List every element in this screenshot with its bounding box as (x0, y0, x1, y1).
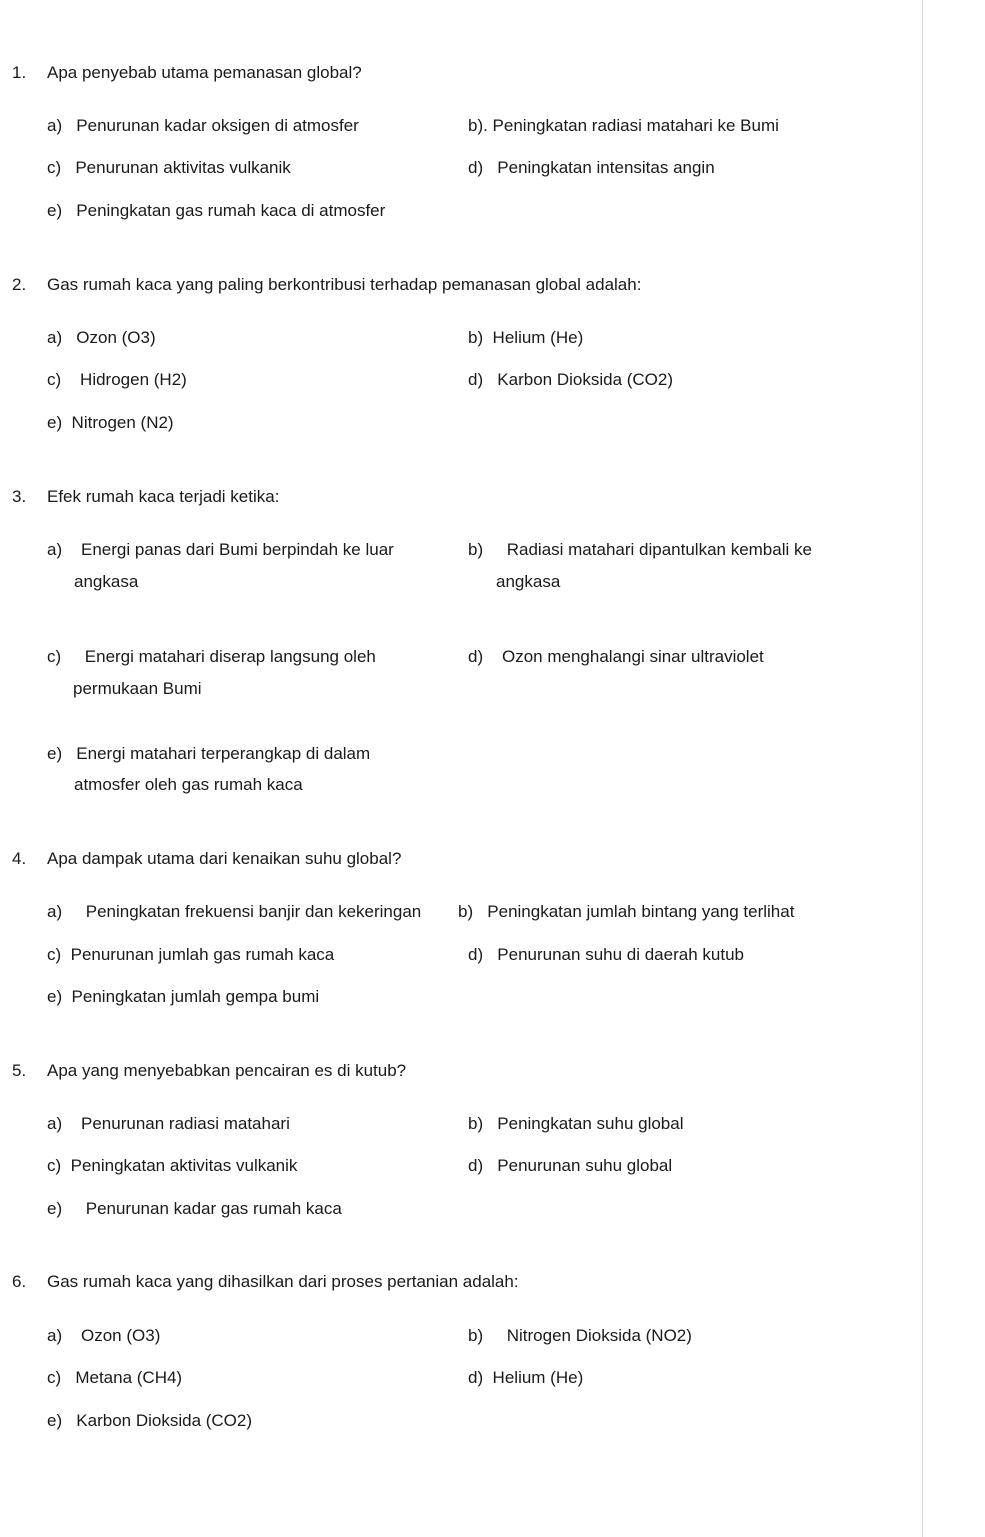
question-text: Gas rumah kaca yang dihasilkan dari proses pertanian adalah: (47, 1272, 519, 1291)
option-d[interactable]: d) Peningkatan intensitas angin (468, 158, 715, 177)
option-b[interactable]: b). Peningkatan radiasi matahari ke Bumi (468, 116, 779, 135)
question-number: 2. (12, 275, 27, 294)
option-a[interactable]: a) Penurunan kadar oksigen di atmosfer (47, 116, 359, 135)
option-c[interactable]: c) Hidrogen (H2) (47, 370, 187, 389)
question-number: 5. (12, 1061, 27, 1080)
option-d[interactable]: d) Penurunan suhu global (468, 1156, 673, 1175)
option-b-line-1: b) Radiasi matahari dipantulkan kembali ke (468, 540, 812, 559)
option-e[interactable]: e) Nitrogen (N2) (47, 413, 174, 432)
option-c-line-1: c) Energi matahari diserap langsung oleh (47, 647, 376, 666)
option-a[interactable]: a) Peningkatan frekuensi banjir dan kekeringan (47, 902, 422, 921)
option-a[interactable]: a) Ozon (O3) (47, 1326, 161, 1345)
option-e[interactable]: e) Penurunan kadar gas rumah kaca (47, 1199, 342, 1218)
option-b[interactable]: b) Nitrogen Dioksida (NO2) (468, 1326, 692, 1345)
option-d[interactable]: d) Ozon menghalangi sinar ultraviolet (468, 647, 764, 666)
option-c[interactable]: c) Peningkatan aktivitas vulkanik (47, 1156, 298, 1175)
option-e-line-2: atmosfer oleh gas rumah kaca (74, 775, 303, 794)
option-b[interactable]: b) Peningkatan jumlah bintang yang terlihat (458, 902, 795, 921)
option-e[interactable]: e) Peningkatan gas rumah kaca di atmosfer (47, 201, 386, 220)
option-d[interactable]: d) Karbon Dioksida (CO2) (468, 370, 674, 389)
question-number: 6. (12, 1272, 27, 1291)
option-c-line-2: permukaan Bumi (73, 679, 202, 698)
option-c[interactable]: c) Metana (CH4) (47, 1368, 183, 1387)
option-a[interactable]: a) Ozon (O3) (47, 328, 156, 347)
option-e-line-1: e) Energi matahari terperangkap di dalam (47, 744, 371, 763)
page-edge-divider (922, 0, 923, 1537)
option-c[interactable]: c) Penurunan aktivitas vulkanik (47, 158, 291, 177)
question-text: Gas rumah kaca yang paling berkontribusi terhadap pemanasan global adalah: (47, 275, 642, 294)
question-text: Apa dampak utama dari kenaikan suhu global? (47, 849, 402, 868)
option-d[interactable]: d) Helium (He) (468, 1368, 584, 1387)
option-e[interactable]: e) Peningkatan jumlah gempa bumi (47, 987, 320, 1006)
option-c[interactable]: c) Penurunan jumlah gas rumah kaca (47, 945, 335, 964)
option-e[interactable]: e) Karbon Dioksida (CO2) (47, 1411, 253, 1430)
question-text: Apa yang menyebabkan pencairan es di kutub? (47, 1061, 407, 1080)
option-b[interactable]: b) Helium (He) (468, 328, 584, 347)
question-number: 1. (12, 63, 27, 82)
question-number: 4. (12, 849, 27, 868)
option-a-line-2: angkasa (74, 572, 139, 591)
option-d[interactable]: d) Penurunan suhu di daerah kutub (468, 945, 744, 964)
question-text: Efek rumah kaca terjadi ketika: (47, 487, 280, 506)
question-number: 3. (12, 487, 27, 506)
question-text: Apa penyebab utama pemanasan global? (47, 63, 362, 82)
option-b[interactable]: b) Peningkatan suhu global (468, 1114, 684, 1133)
option-b-line-2: angkasa (496, 572, 561, 591)
option-a-line-1: a) Energi panas dari Bumi berpindah ke luar (47, 540, 394, 559)
option-a[interactable]: a) Penurunan radiasi matahari (47, 1114, 290, 1133)
